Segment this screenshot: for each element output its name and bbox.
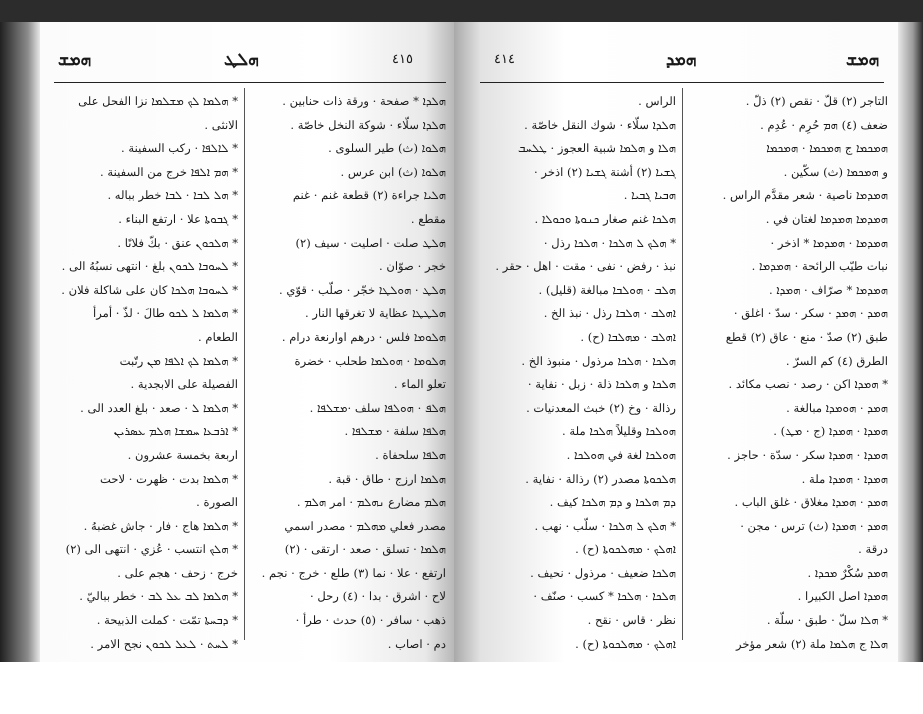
dictionary-entry: ܗܠܡܐ · تسلق · صعد · ارتقى · (٢) (284, 542, 446, 557)
dictionary-entry: ܗܠܛ صلت · اصليت · سيف (٢) (295, 235, 446, 250)
dictionary-entry: ܗܘܠܟܐ لغة في ܗܘܠܟܐ . (566, 447, 676, 462)
dictionary-entry: الطعام . (198, 329, 238, 344)
dictionary-entry: * ܗܠܡܐ ܠܟ ܡܫܠܡܐ نزا الفحل على (78, 94, 238, 108)
dictionary-entry: ܗܠܛܛܐ عظاية لا تغرقها النار . (305, 306, 446, 321)
dictionary-entry: مقطع . (410, 211, 446, 226)
left-page (40, 22, 454, 662)
dictionary-entry: ܗܠܟܐ ضعيف · مرذول · نحيف . (530, 565, 676, 580)
dictionary-entry: الراس . (638, 94, 676, 108)
right-running-head-outer: ܗܡܫ (846, 50, 880, 70)
dictionary-entry: اربعة بخمسة عشرون . (127, 447, 238, 462)
dictionary-entry: * ܗܡ ܐܠܦܐ خرج من السفينة . (100, 164, 238, 179)
dictionary-entry: ܗܠܟܐ · ܗܠܟܐ * كسب · صنّف · (533, 589, 676, 604)
right-column-divider (682, 88, 683, 640)
dictionary-entry: * ܗܠܟܘܢ عنق · بكّ فلانًا . (117, 235, 238, 250)
right-page-column-right (690, 90, 888, 656)
dictionary-entry: ܐܗܠܟ · ܡܗܠܟܘܬܐ (ح) . (575, 636, 676, 651)
dictionary-entry: ارتفع · علا · نما (٣) طلع · خرج · نجم . (261, 565, 446, 580)
right-page-number: ٤١٤ (494, 52, 515, 67)
dictionary-entry: ܗܠܐ ج ܗܠܡܐ ملة (٢) شعر مؤخر (735, 636, 888, 651)
dictionary-entry: خرج · زحف · هجم على . (117, 565, 238, 580)
dictionary-entry: * ܗܠܟ ܠ ܗܠܟܐ · ܗܠܟܐ رذل · (543, 235, 676, 250)
dictionary-entry: ضعف (٤) ܗܡ حُرِم · عُدِم . (760, 117, 888, 132)
dictionary-entry: ܐܗܠܟ · ܡܗܠܟܘܬܐ (ح) . (575, 542, 676, 557)
dictionary-entry: الانثى . (204, 117, 238, 132)
dictionary-entry: * ܗܠ ܠܒܐ · ܠܒܐ خطر بباله . (107, 188, 238, 203)
dictionary-entry: ܗܘܠܟܐ وقليلاً ܗܠܟܐ ملة . (562, 424, 676, 439)
dictionary-entry: ܗܠܡܐ ارزج · طاق · قبة . (328, 471, 446, 486)
dictionary-entry: ذهب · سافر · (٥) حدث · طرأ · (295, 613, 446, 628)
dictionary-entry: ܗܠܘܐ (ث) طير السلوى . (328, 141, 446, 156)
dictionary-entry: ܗܡܕܐ اصل الكبيرا . (797, 589, 888, 604)
dictionary-entry: ܗܠܦ · ܗܘܠܦܐ سلف ·ܡܫܠܦܐ . (309, 400, 446, 415)
dictionary-entry: ܗܠܦܐ سلحفاة . (375, 447, 446, 462)
dictionary-entry: * ܗܠܐ سلّ · طبق · سلّة . (766, 613, 888, 628)
dictionary-entry: ܗܠܦܐ سلفة · ܡܫܠܦܐ . (344, 424, 446, 439)
dictionary-entry: ܗܡܕܡܐ ناصية · شعر مقدَّم الراس . (722, 188, 888, 203)
right-book-edge (898, 22, 923, 662)
dictionary-entry: ܗܠܕܐ * صفحة · ورقة ذات حنابين . (282, 94, 446, 108)
dictionary-entry: رذالة · وخ (٢) خبث المعدنيات . (526, 400, 676, 415)
dictionary-entry: نبذ · رفض · نفى · مقت · اهل · حقر . (495, 259, 676, 274)
dictionary-entry: ܗܠܕܐ سلّاء · شوكة النخل خاصّة . (290, 117, 446, 132)
dictionary-entry: ܗܠܘܡܐ فلس · درهم اوارنعة درام . (281, 329, 446, 344)
dictionary-entry: مصدر فعلي ܡܗܠܡ · مصدر اسمي (284, 518, 446, 533)
dictionary-entry: الطرق (٤) كم السرّ . (785, 353, 888, 368)
dictionary-entry: ܗܡܕܐ · ܗܡܕܐ سكر · سدّة · حاجز . (727, 447, 888, 462)
dictionary-entry: ܗܠܟܘܬܐ مصدر (٢) رذالة · نفاية . (525, 471, 676, 486)
dictionary-entry: * ܠܐܠܦܐ · ركب السفينة . (121, 141, 238, 156)
dictionary-entry: تعلو الماء . (393, 377, 446, 392)
dictionary-entry: ܗܡܟܡܐ ج ܗܡܟܡܐ · ܗܡܟܡܐ (766, 141, 888, 156)
left-column-divider (244, 88, 245, 640)
dictionary-entry: التاجر (٢) قلّ · نقص (٢) ذلّ . (745, 94, 888, 108)
dictionary-entry: خجر · صوّان . (378, 259, 446, 274)
dictionary-entry: * ܗܠܡܐ ܠܟ ܐܠܦܐ ܡܢ رتّبت (119, 353, 238, 368)
right-page-column-left (484, 90, 676, 656)
dictionary-entry: الفصيلة على الابجدية . (130, 377, 238, 392)
dictionary-entry: ܗܒܝܐ ܓܒܝܐ . (623, 188, 676, 203)
scan-top-border (0, 0, 923, 22)
left-page-column-left (50, 90, 238, 656)
dictionary-entry: ܕܡ ܗܠܟܐ و ܕܡ ܗܠܟܐ كيف . (549, 495, 676, 510)
dictionary-entry: * ܕܒܚܬܐ تمّت · كملت الذبيحة . (96, 613, 238, 628)
dictionary-entry: ܗܡܕܡܐ * صرّاف · ܗܡܕܐ . (768, 282, 888, 297)
dictionary-entry: ܗܠܕܐ سلّاء · شوك النقل خاصّة . (524, 117, 676, 132)
scan-bottom-margin (0, 662, 923, 714)
dictionary-entry: ܗܡܕܡܐ · ܗܡܕܡܐ * اذخر · (770, 235, 888, 250)
dictionary-entry: ܗܠܐ و ܗܠܡܐ شبية العجوز · ܛܠܚܒ (518, 141, 676, 156)
dictionary-entry: ܗܠܟܐ · ܗܠܟܐ مرذول · منبوذ الخ . (521, 353, 676, 368)
right-page (454, 22, 898, 662)
dictionary-entry: ܗܠܡ مضارع ܢܗܠܡ · امر ܗܠܡ . (296, 495, 446, 510)
right-header-rule (480, 82, 884, 83)
dictionary-entry: * ܠܚܘܒܐ ܗܠܟܐ كان على شاكلة فلان . (61, 282, 238, 297)
dictionary-entry: * ܠܚܘܒܐ ܠܟܘܢ بلغ · انتهى نسبُهُ الى . (61, 259, 238, 274)
dictionary-entry: الصورة . (196, 495, 238, 510)
dictionary-entry: ܗܡܕ · ܗܡܕ · سكر · سدّ · اغلق · (733, 306, 888, 321)
dictionary-entry: ܗܠܟܐ غنم صغار ܟܢܘܬܐ ܘܟܘܠܐ . (534, 211, 676, 226)
dictionary-entry: ܗܡܕ · ܗܡܕܐ (ث) ترس · مجن · (740, 518, 888, 533)
dictionary-entry: لاح · اشرق · بدا · (٤) رحل · (309, 589, 446, 604)
left-book-edge (0, 22, 40, 662)
dictionary-entry: * ܐܪܒܥܐ ܚܡܫܐ ܗܠܡ ܥܣܪܝܢ (113, 424, 238, 439)
dictionary-entry: ܗܡܕܐ · ܗܡܕܐ ملة . (801, 471, 888, 486)
dictionary-entry: * ܗܠܡܐ ܠܒ ܥܠ ܠܒ · خطر بباليّ . (79, 589, 238, 604)
dictionary-entry: * ܗܠܡܐ ܠ · صعد · بلغ العدد الى . (80, 400, 238, 415)
dictionary-entry: ܗܠܛ · ܗܘܠܛܐ خجّر · صلّب · قوّي . (279, 282, 446, 297)
dictionary-entry: طبق (٢) صدّ · منع · عاق (٢) قطع (725, 329, 888, 344)
left-page-column-right (252, 90, 446, 656)
dictionary-entry: * ܓܒܘܬܐ علا · ارتفع البناء . (118, 211, 238, 226)
dictionary-entry: * ܗܠܡܐ ܠ ܠܟܘ طالَ · لذّ · أمرأ (93, 306, 238, 321)
dictionary-entry: ܗܠܝܐ جراءة (٢) قطعة غنم · غنم (292, 188, 446, 203)
dictionary-entry: ܗܡܕܡܐ ܗܡܕܡܐ لغتان في . (765, 211, 888, 226)
dictionary-entry: ܗܡܕ سُكْرٌ ܡܟܕܐ . (807, 565, 888, 580)
left-page-number: ٤١٥ (392, 52, 413, 67)
dictionary-entry: ܗܡܕ · ܗܡܕܐ مغلاق · غلق الباب . (734, 495, 888, 510)
dictionary-entry: ܗܠܘܐ (ث) ابن عرس . (340, 164, 446, 179)
dictionary-entry: ܗܠܘܡܐ · ܗܘܠܡܐ طحلب · خضرة (294, 353, 446, 368)
dictionary-entry: * ܠܚܬ · ܠܥܠ ܠܟܘܢ نجح الامر . (90, 636, 238, 651)
dictionary-entry: * ܗܠܟ انتسب · عُزي · انتهى الى (٢) (65, 542, 238, 557)
dictionary-entry: * ܗܠܟ ܠ ܗܠܟܐ · سلّب · نهب . (534, 518, 676, 533)
dictionary-entry: ܐܗܠܒ · ܗܠܒܐ رذل · نبذ الخ . (543, 306, 676, 321)
dictionary-entry: ܐܗܠܒ · ܡܗܠܒܐ (ح) . (580, 329, 676, 344)
dictionary-entry: * ܗܡܕܐ اكن · رصد · نصب مكائد . (728, 377, 888, 392)
right-running-head-center: ܗܡܕ (666, 50, 697, 70)
left-running-head-center: ܗܠܛ (224, 50, 259, 70)
dictionary-entry: * ܗܠܡܐ بدت · ظهرت · لاحت (99, 471, 238, 486)
dictionary-entry: نظر · قاس · نقح . (587, 613, 676, 628)
right-page-header (454, 50, 898, 78)
dictionary-entry: ܗܡܕ · ܗܘܡܕܐ مبالغة . (786, 400, 888, 415)
dictionary-entry: درقة . (858, 542, 888, 557)
left-running-head-outer: ܗܡܫ (58, 50, 92, 70)
left-page-header (40, 50, 454, 78)
dictionary-entry: ܓܫܝܐ (٢) أشنة ܓܫܝܐ (٢) اذخر · (534, 164, 676, 179)
dictionary-entry: و ܗܡܟܡܐ (ث) سكّين . (783, 164, 888, 179)
dictionary-entry: ܗܠܟܐ و ܗܠܟܐ ذلة · زبل · نفاية · (527, 377, 676, 392)
dictionary-entry: نبات طيّب الرائحة · ܗܡܕܡܐ . (751, 259, 888, 274)
left-header-rule (54, 82, 446, 83)
dictionary-entry: * ܗܠܡܐ هاج · فار · جاش غضبهُ . (83, 518, 238, 533)
dictionary-entry: دم · اصاب . (387, 636, 446, 651)
dictionary-entry: ܗܠܒ · ܗܘܠܒܐ مبالغة (قليل) . (538, 282, 676, 297)
dictionary-entry: ܗܡܕܐ · ܗܡܕܐ (ج · ܡܛ) . (773, 424, 888, 439)
